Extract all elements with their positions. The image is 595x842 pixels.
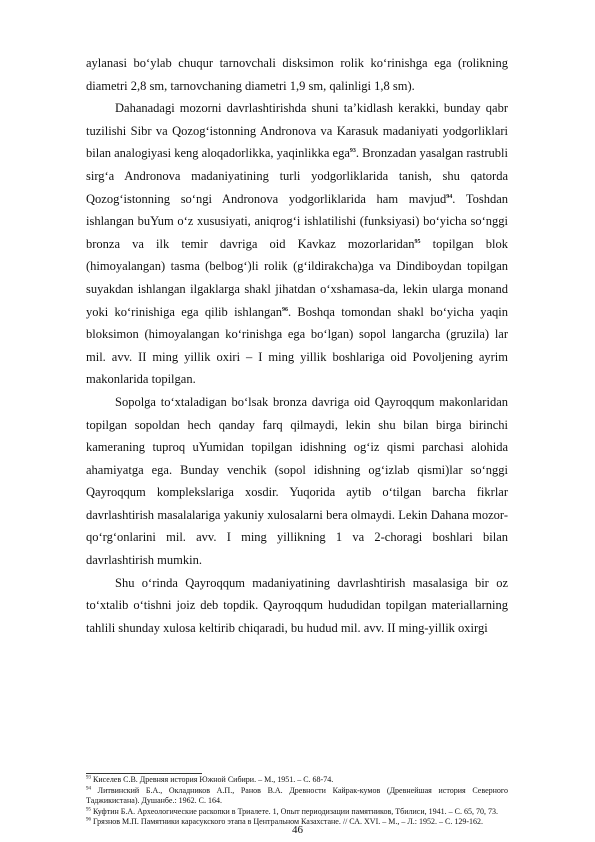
paragraph-text: Shu o‘rinda Qayroqqum madaniyatining davrlashtirish masalasiga bir oz to‘xtalib o‘tishni joiz deb topdik. Qayroqqum hududidan topilgan materiallarning tahlili shunday xulosa keltirib chiqaradi, bu hudud mil. avv. II ming-yillik oxirgi bbox=[86, 575, 508, 635]
footnotes bbox=[86, 775, 508, 828]
footnote-reference[interactable]: 93 bbox=[349, 148, 356, 155]
footnote bbox=[86, 807, 508, 818]
footnote-number: 96 bbox=[86, 817, 91, 823]
paragraph-text: Dahanadagi mozorni davrlashtirishda shuni ta’kidlash kerakki, bunday qabr tuzilishi Sibr va Qozog‘istonning Andronova va Karasuk madaniyati yodgorliklari bilan analogiyasi keng aloqadorlikka, yaqinlikka ega bbox=[86, 101, 508, 161]
paragraph-text: . Toshdan ishlangan buYum o‘z xususiyati, aniqrog‘i ishlatilishi (funksiyasi) bo‘yicha so‘nggi bronza va ilk temir davriga oid Kavkaz mozorlaridan bbox=[86, 191, 508, 251]
paragraph-text: . Bronzadan yasalgan rastrubli sirg‘a Andronova madaniyatining turli yodgorliklarida tanish, shu qatorda Qozog‘istonning so‘ngi Andronova yodgorliklarida ham mavjud bbox=[86, 146, 508, 206]
footnote-text: Грязнов М.П. Памятники карасукского этапа в Центральном Казахстане. // СА. XVI. – М., – Л.: 1952. – С. 129-162. bbox=[93, 817, 483, 827]
page-number: 46 bbox=[292, 824, 303, 836]
footnote-reference[interactable]: 94 bbox=[446, 193, 453, 200]
paragraph bbox=[86, 572, 508, 640]
paragraph-text: . Boshqa tomondan shakl bo‘yicha yaqin bloksimon (himoyalangan ko‘rinishga ega bo‘lgan) sopol langarcha (gruzila) lar mil. avv. II ming yillik oxiri – I ming yillik boshlariga oid Povoljening ayrim makonlarida topilgan. bbox=[86, 304, 508, 387]
footnote-separator bbox=[86, 773, 202, 774]
main-text bbox=[86, 52, 508, 639]
paragraph-text: aylanasi bo‘ylab chuqur tarnovchali disksimon rolik ko‘rinishga ega (rolikning diametri 2,8 sm, tarnovchaning diametri 1,9 sm, qalinligi 1,8 sm). bbox=[86, 56, 508, 93]
footnote-text: Куфтин Б.А. Археологические раскопки в Триалете. 1, Опыт периодизации памятников, Тбилиси, 1941. – С. 65, 70, 73. bbox=[93, 806, 498, 816]
paragraph-text: Sopolga to‘xtaladigan bo‘lsak bronza davriga oid Qayroqqum makonlaridan topilgan sopoldan hech qanday farq qilmaydi, lekin shu bilan birga birinchi kameraning tuproq uYumidan topilgan idishning og‘iz qismi parchasi alohida ahamiyatga ega. Bunday venchik (sopol idishning og‘izlab qismi)lar so‘nggi Qayroqqum komplekslariga xosdir. Yuqorida aytib o‘tilgan barcha fikrlar davrlashtirish masalalariga yakuniy xulosalarni bera olmaydi. Lekin Dahana mozor-qo‘rg‘onlarini mil. avv. I ming yillikning 1 va 2-choragi boshlari bilan davrlashtirish mumkin. bbox=[86, 394, 508, 568]
footnote bbox=[86, 775, 508, 786]
paragraph bbox=[86, 391, 508, 572]
footnote-number: 93 bbox=[86, 775, 91, 781]
footnote bbox=[86, 786, 508, 807]
paragraph bbox=[86, 97, 508, 391]
footnote-reference[interactable]: 95 bbox=[414, 238, 421, 245]
footnote-number: 95 bbox=[86, 807, 91, 813]
footnote-reference[interactable]: 96 bbox=[282, 306, 288, 313]
footnote-text: Киселев С.В. Древняя история Южной Сибири. – М., 1951. – С. 68-74. bbox=[93, 775, 334, 784]
paragraph-text: topilgan blok (himoyalangan) tasma (belbog‘)li rolik (g‘ildirakcha)ga va Dindiboydan topilgan suyakdan ishlangan ilgaklarga shakl jihatdan o‘xshamasa-da, lekin ularga monand yoki ko‘rinishiga ega qilib ishlangan bbox=[86, 236, 508, 319]
footnote-number: 94 bbox=[86, 785, 91, 791]
paragraph bbox=[86, 52, 508, 97]
footnote-text: Литвинский Б.А., Окладников А.П., Ранов В.А. Древности Кайрак-кумов (Древнейшая история Северного Таджикистана). Душанбе.: 1962. С. 164. bbox=[86, 785, 508, 806]
